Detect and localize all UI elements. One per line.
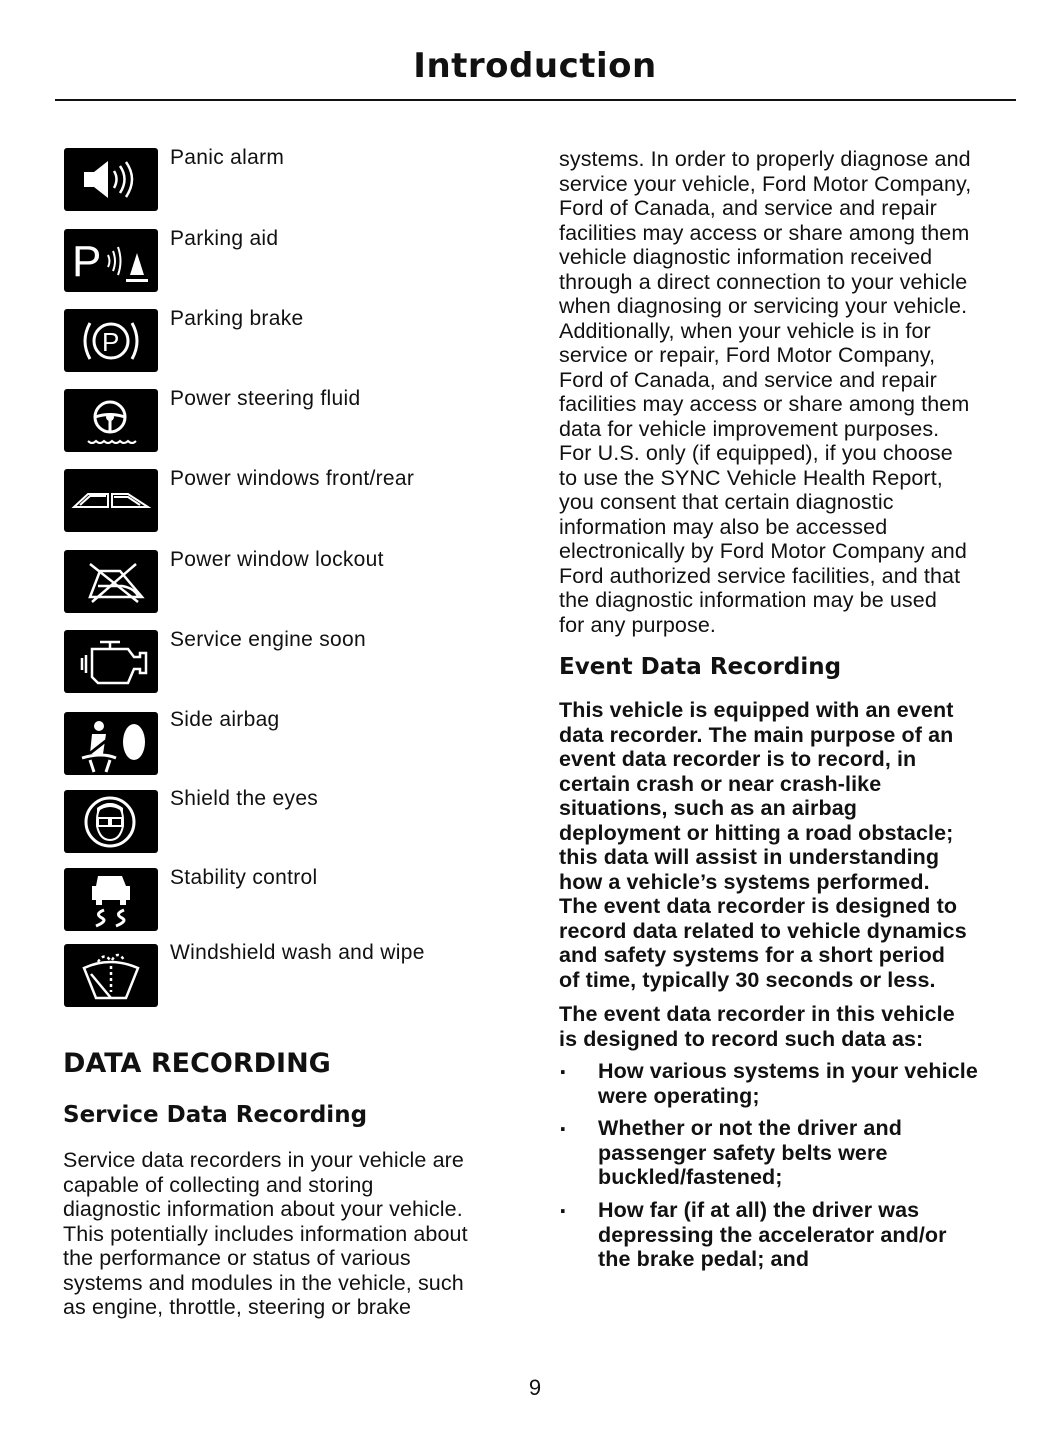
- bullet-marker: ·: [559, 1199, 567, 1223]
- service-data-paragraph: [63, 1148, 468, 1320]
- text-line: How various systems in your vehicle: [598, 1059, 978, 1083]
- text-line: Service data recorders in your vehicle are: [63, 1148, 464, 1172]
- page-number: 9: [528, 1375, 542, 1400]
- svg-text:P: P: [102, 327, 120, 357]
- icon-label: Side airbag: [170, 708, 280, 731]
- text-line: Ford of Canada, and service and repair: [559, 367, 937, 392]
- text-line: This vehicle is equipped with an event: [559, 698, 954, 722]
- subheading-service-data: Service Data Recording: [63, 1102, 368, 1128]
- bullet-item: [598, 1116, 902, 1190]
- diagnostic-paragraph: [559, 147, 971, 637]
- subheading-event-data: Event Data Recording: [559, 654, 842, 680]
- event-data-intro: [559, 1002, 955, 1051]
- window-lockout-icon: [64, 550, 158, 613]
- skidding-car-icon: [64, 868, 158, 931]
- text-line: facilities may access or share among them: [559, 392, 970, 416]
- text-line: Additionally, when your vehicle is in for: [559, 318, 931, 343]
- text-line: This potentially includes information about: [63, 1221, 468, 1246]
- icon-label: Parking brake: [170, 307, 304, 330]
- header-divider: [55, 99, 1016, 101]
- text-line: the diagnostic information may be used: [559, 588, 937, 612]
- text-line: systems and modules in the vehicle, such: [63, 1270, 464, 1295]
- event-data-paragraph: [559, 698, 967, 992]
- text-line: this data will assist in understanding: [559, 845, 940, 869]
- text-line: as engine, throttle, steering or brake: [63, 1295, 411, 1319]
- steering-wheel-fluid-icon: [64, 389, 158, 452]
- windshield-wiper-icon: [64, 944, 158, 1007]
- power-windows-icon: [64, 469, 158, 532]
- parking-brake-icon: [64, 309, 158, 372]
- text-line: How far (if at all) the driver was: [598, 1198, 920, 1222]
- text-line: record data related to vehicle dynamics: [559, 918, 967, 943]
- text-line: event data recorder is to record, in: [559, 747, 917, 771]
- bullet-marker: ·: [559, 1060, 567, 1084]
- icon-label: Power windows front/rear: [170, 467, 415, 490]
- text-line: deployment or hitting a road obstacle;: [559, 820, 954, 845]
- text-line: facilities may access or share among them: [559, 220, 970, 245]
- text-line: is designed to record such data as:: [559, 1026, 924, 1051]
- text-line: to use the SYNC Vehicle Health Report,: [559, 465, 943, 490]
- text-line: electronically by Ford Motor Company and: [559, 539, 967, 563]
- text-line: service your vehicle, Ford Motor Company,: [559, 171, 972, 196]
- section-heading: DATA RECORDING: [63, 1048, 331, 1079]
- text-line: diagnostic information about your vehicle.: [63, 1197, 463, 1221]
- icon-label: Power steering fluid: [170, 387, 361, 410]
- text-line: how a vehicle’s systems performed.: [559, 869, 930, 894]
- speaker-icon: [64, 148, 158, 211]
- engine-icon: [64, 630, 158, 693]
- text-line: Ford authorized service facilities, and that: [559, 563, 961, 588]
- icon-label: Panic alarm: [170, 146, 285, 169]
- text-line: and safety systems for a short period: [559, 943, 946, 967]
- text-line: through a direct connection to your vehicle: [559, 269, 968, 294]
- text-line: Whether or not the driver and: [598, 1116, 902, 1140]
- text-line: depressing the accelerator and/or: [598, 1222, 947, 1247]
- bullet-item: [598, 1198, 947, 1272]
- text-line: information may also be accessed: [559, 514, 888, 539]
- icon-label: Shield the eyes: [170, 787, 319, 810]
- text-line: the brake pedal; and: [598, 1247, 810, 1271]
- text-line: situations, such as an airbag: [559, 796, 858, 820]
- icon-label: Service engine soon: [170, 628, 366, 651]
- text-line: The event data recorder in this vehicle: [559, 1002, 955, 1026]
- text-line: vehicle diagnostic information received: [559, 245, 933, 269]
- goggles-icon: [64, 790, 158, 853]
- icon-label: Parking aid: [170, 227, 279, 250]
- bullet-item: [598, 1059, 978, 1108]
- icon-label: Windshield wash and wipe: [170, 941, 425, 964]
- text-line: were operating;: [598, 1083, 760, 1108]
- text-line: service or repair, Ford Motor Company,: [559, 343, 936, 367]
- text-line: for any purpose.: [559, 612, 716, 637]
- text-line: certain crash or near crash-like: [559, 771, 882, 796]
- text-line: Ford of Canada, and service and repair: [559, 196, 937, 220]
- text-line: buckled/fastened;: [598, 1165, 783, 1189]
- text-line: data recorder. The main purpose of an: [559, 722, 954, 747]
- parking-aid-icon: [64, 229, 158, 292]
- bullet-marker: ·: [559, 1117, 567, 1141]
- text-line: For U.S. only (if equipped), if you choose: [559, 441, 953, 465]
- text-line: of time, typically 30 seconds or less.: [559, 967, 936, 992]
- text-line: capable of collecting and storing: [63, 1172, 374, 1197]
- icon-label: Power window lockout: [170, 548, 384, 571]
- text-line: you consent that certain diagnostic: [559, 490, 894, 514]
- text-line: the performance or status of various: [63, 1246, 411, 1270]
- icon-label: Stability control: [170, 866, 318, 889]
- text-line: when diagnosing or servicing your vehicle.: [559, 294, 968, 318]
- text-line: passenger safety belts were: [598, 1140, 888, 1165]
- svg-text:P: P: [72, 237, 102, 286]
- page-title: Introduction: [413, 46, 657, 86]
- text-line: The event data recorder is designed to: [559, 894, 958, 918]
- side-airbag-icon: [64, 712, 158, 775]
- text-line: data for vehicle improvement purposes.: [559, 416, 940, 441]
- text-line: systems. In order to properly diagnose and: [559, 147, 971, 171]
